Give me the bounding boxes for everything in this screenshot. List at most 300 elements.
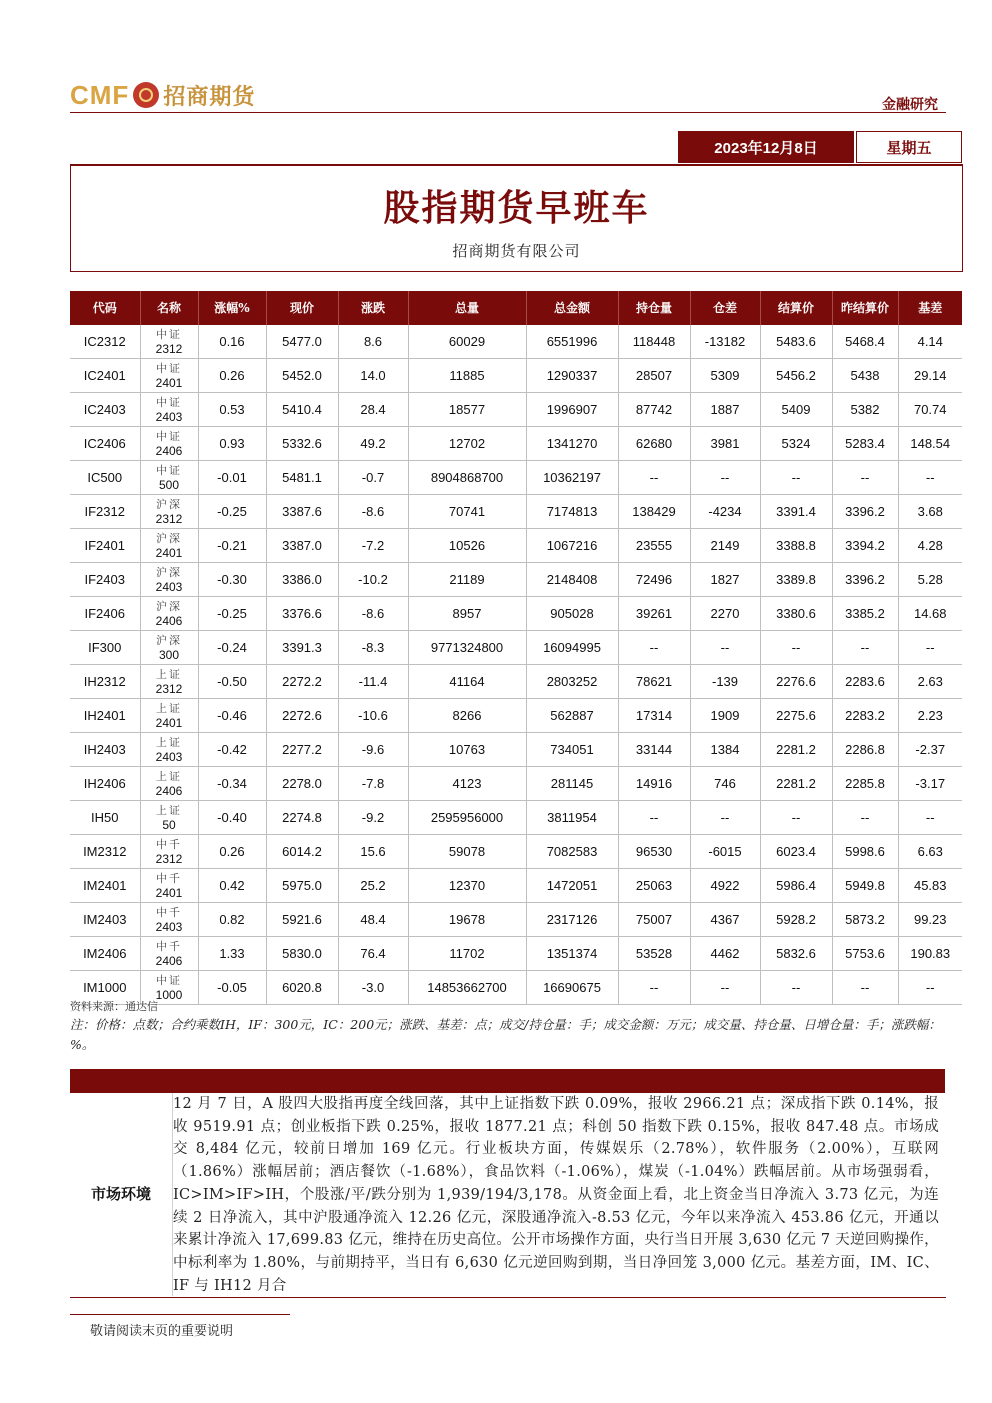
contract-month: 50 — [162, 817, 176, 832]
contract-index-name: 中证 — [156, 973, 182, 987]
contract-index-name: 上证 — [156, 803, 182, 817]
contract-name-cell — [140, 393, 198, 427]
cell-oi: 138429 — [618, 495, 690, 529]
cell-price: 3387.6 — [266, 495, 338, 529]
cell-code: IF2401 — [70, 529, 140, 563]
cell-amt: 6551996 — [526, 325, 618, 359]
table-row — [70, 903, 962, 937]
column-header: 持仓量 — [618, 291, 690, 325]
cell-pct: -0.42 — [198, 733, 266, 767]
cell-oichg: -13182 — [690, 325, 760, 359]
contract-name-cell — [140, 835, 198, 869]
table-row — [70, 937, 962, 971]
cell-basis: 190.83 — [898, 937, 962, 971]
contract-index-name: 中证 — [156, 429, 182, 443]
cell-price: 2272.6 — [266, 699, 338, 733]
cell-vol: 11885 — [408, 359, 526, 393]
contract-month: 2403 — [155, 749, 183, 764]
contract-index-name: 中证 — [156, 327, 182, 341]
cell-code: IH2401 — [70, 699, 140, 733]
cell-pct: 0.26 — [198, 835, 266, 869]
cell-chg: -10.6 — [338, 699, 408, 733]
contract-index-name: 上证 — [156, 701, 182, 715]
cell-basis: 148.54 — [898, 427, 962, 461]
cell-basis: -- — [898, 971, 962, 1005]
cell-chg: -3.0 — [338, 971, 408, 1005]
footer-divider — [70, 1297, 946, 1298]
table-row — [70, 699, 962, 733]
report-weekday: 星期五 — [856, 131, 962, 163]
company-logo — [70, 80, 255, 110]
cell-oi: 23555 — [618, 529, 690, 563]
cell-amt: 1351374 — [526, 937, 618, 971]
cell-oi: 33144 — [618, 733, 690, 767]
cell-chg: -11.4 — [338, 665, 408, 699]
cell-amt: 1996907 — [526, 393, 618, 427]
cell-vol: 2595956000 — [408, 801, 526, 835]
cell-code: IC2312 — [70, 325, 140, 359]
contract-month: 2406 — [155, 443, 183, 458]
table-row — [70, 767, 962, 801]
logo-chinese-text: 招商期货 — [163, 83, 256, 110]
cell-basis: 4.14 — [898, 325, 962, 359]
cell-oi: -- — [618, 801, 690, 835]
cell-price: 6014.2 — [266, 835, 338, 869]
cell-amt: 1290337 — [526, 359, 618, 393]
cell-vol: 18577 — [408, 393, 526, 427]
cell-amt: 1472051 — [526, 869, 618, 903]
cell-oi: 118448 — [618, 325, 690, 359]
table-row — [70, 631, 962, 665]
cell-chg: -7.2 — [338, 529, 408, 563]
cell-prev: 3396.2 — [832, 495, 898, 529]
table-row — [70, 495, 962, 529]
cell-vol: 8266 — [408, 699, 526, 733]
cell-vol: 4123 — [408, 767, 526, 801]
table-row — [70, 325, 962, 359]
contract-index-name: 中证 — [156, 463, 182, 477]
contract-month: 2403 — [155, 919, 183, 934]
cell-oi: 62680 — [618, 427, 690, 461]
cell-prev: 5753.6 — [832, 937, 898, 971]
cell-pct: -0.25 — [198, 597, 266, 631]
table-row — [70, 835, 962, 869]
contract-index-name: 上证 — [156, 667, 182, 681]
contract-index-name: 中千 — [156, 871, 182, 885]
cell-pct: -0.24 — [198, 631, 266, 665]
contract-index-name: 中证 — [156, 395, 182, 409]
header-divider — [70, 112, 946, 113]
cell-amt: 2317126 — [526, 903, 618, 937]
contract-name-cell — [140, 461, 198, 495]
contract-index-name: 沪深 — [156, 633, 182, 647]
cell-code: IH2312 — [70, 665, 140, 699]
cell-oichg: 1384 — [690, 733, 760, 767]
cell-oi: 14916 — [618, 767, 690, 801]
footer-disclaimer: 敬请阅读末页的重要说明 — [90, 1324, 234, 1339]
contract-index-name: 上证 — [156, 769, 182, 783]
contract-name-cell — [140, 529, 198, 563]
company-name: 招商期货有限公司 — [452, 242, 581, 260]
cell-basis: -- — [898, 631, 962, 665]
cell-amt: 905028 — [526, 597, 618, 631]
contract-index-name: 沪深 — [156, 531, 182, 545]
column-header: 涨跌 — [338, 291, 408, 325]
cell-oi: 75007 — [618, 903, 690, 937]
cell-price: 3376.6 — [266, 597, 338, 631]
cell-oi: -- — [618, 971, 690, 1005]
contract-name-cell — [140, 665, 198, 699]
cell-vol: 14853662700 — [408, 971, 526, 1005]
cell-price: 5332.6 — [266, 427, 338, 461]
table-row — [70, 529, 962, 563]
cell-oichg: 4367 — [690, 903, 760, 937]
cell-price: 5410.4 — [266, 393, 338, 427]
cell-code: IC2406 — [70, 427, 140, 461]
cell-settle: 5928.2 — [760, 903, 832, 937]
cell-price: 5975.0 — [266, 869, 338, 903]
cell-vol: 10763 — [408, 733, 526, 767]
cell-amt: 281145 — [526, 767, 618, 801]
cell-settle: 5832.6 — [760, 937, 832, 971]
cell-basis: 3.68 — [898, 495, 962, 529]
contract-name-cell — [140, 699, 198, 733]
cell-amt: 3811954 — [526, 801, 618, 835]
cell-vol: 70741 — [408, 495, 526, 529]
cell-code: IM2403 — [70, 903, 140, 937]
cell-basis: 14.68 — [898, 597, 962, 631]
contract-month: 500 — [158, 477, 180, 492]
cell-prev: 5949.8 — [832, 869, 898, 903]
cell-settle: 3388.8 — [760, 529, 832, 563]
cell-prev: 5283.4 — [832, 427, 898, 461]
cell-chg: -7.8 — [338, 767, 408, 801]
cell-basis: 70.74 — [898, 393, 962, 427]
column-header: 代码 — [70, 291, 140, 325]
contract-month: 2406 — [155, 783, 183, 798]
cell-settle: 2281.2 — [760, 733, 832, 767]
cell-amt: 16690675 — [526, 971, 618, 1005]
cell-basis: -- — [898, 801, 962, 835]
contract-index-name: 上证 — [156, 735, 182, 749]
cell-vol: 19678 — [408, 903, 526, 937]
cell-chg: 14.0 — [338, 359, 408, 393]
cell-price: 2278.0 — [266, 767, 338, 801]
cell-prev: 2285.8 — [832, 767, 898, 801]
contract-name-cell — [140, 869, 198, 903]
cell-chg: -8.6 — [338, 597, 408, 631]
cell-chg: 49.2 — [338, 427, 408, 461]
cell-basis: 99.23 — [898, 903, 962, 937]
cell-settle: 2276.6 — [760, 665, 832, 699]
contract-name-cell — [140, 937, 198, 971]
cell-chg: -0.7 — [338, 461, 408, 495]
contract-month: 2406 — [155, 953, 183, 968]
cell-price: 5477.0 — [266, 325, 338, 359]
cell-price: 5921.6 — [266, 903, 338, 937]
cell-vol: 21189 — [408, 563, 526, 597]
cell-settle: 6023.4 — [760, 835, 832, 869]
cell-oi: -- — [618, 631, 690, 665]
cell-settle: 5483.6 — [760, 325, 832, 359]
contract-name-cell — [140, 733, 198, 767]
table-row — [70, 971, 962, 1005]
contract-index-name: 中证 — [156, 361, 182, 375]
contract-name-cell — [140, 631, 198, 665]
cell-pct: 0.93 — [198, 427, 266, 461]
cell-oi: -- — [618, 461, 690, 495]
column-header: 名称 — [140, 291, 198, 325]
cell-oi: 28507 — [618, 359, 690, 393]
cell-code: IC2403 — [70, 393, 140, 427]
cell-code: IH2406 — [70, 767, 140, 801]
cell-vol: 10526 — [408, 529, 526, 563]
table-row — [70, 597, 962, 631]
cell-code: IF2403 — [70, 563, 140, 597]
cell-settle: 5409 — [760, 393, 832, 427]
footer-short-rule — [70, 1314, 290, 1315]
cell-pct: -0.46 — [198, 699, 266, 733]
cell-chg: 48.4 — [338, 903, 408, 937]
cell-pct: -0.50 — [198, 665, 266, 699]
contract-name-cell — [140, 801, 198, 835]
cell-settle: 3380.6 — [760, 597, 832, 631]
contract-month: 2401 — [155, 545, 183, 560]
column-header: 结算价 — [760, 291, 832, 325]
cell-oichg: -139 — [690, 665, 760, 699]
title-box — [70, 164, 963, 272]
cell-price: 3391.3 — [266, 631, 338, 665]
column-header: 总金额 — [526, 291, 618, 325]
contract-month: 2403 — [155, 579, 183, 594]
cell-code: IM2312 — [70, 835, 140, 869]
cell-pct: -0.21 — [198, 529, 266, 563]
cell-settle: -- — [760, 801, 832, 835]
cell-vol: 8957 — [408, 597, 526, 631]
cell-prev: 3385.2 — [832, 597, 898, 631]
cell-amt: 734051 — [526, 733, 618, 767]
cell-basis: 2.23 — [898, 699, 962, 733]
cell-amt: 2148408 — [526, 563, 618, 597]
cell-prev: 2286.8 — [832, 733, 898, 767]
column-header: 昨结算价 — [832, 291, 898, 325]
cell-basis: 45.83 — [898, 869, 962, 903]
cell-settle: 5324 — [760, 427, 832, 461]
cell-pct: -0.34 — [198, 767, 266, 801]
table-row — [70, 801, 962, 835]
cell-vol: 8904868700 — [408, 461, 526, 495]
cell-vol: 12370 — [408, 869, 526, 903]
table-row — [70, 427, 962, 461]
contract-index-name: 沪深 — [156, 565, 182, 579]
cell-prev: 5438 — [832, 359, 898, 393]
contract-index-name: 中千 — [156, 905, 182, 919]
contract-name-cell — [140, 359, 198, 393]
contract-name-cell — [140, 767, 198, 801]
cell-oichg: 2149 — [690, 529, 760, 563]
cell-oichg: 1887 — [690, 393, 760, 427]
cell-pct: 0.82 — [198, 903, 266, 937]
contract-month: 2312 — [155, 681, 183, 696]
cell-pct: 1.33 — [198, 937, 266, 971]
cell-amt: 7174813 — [526, 495, 618, 529]
cell-code: IF2312 — [70, 495, 140, 529]
cell-code: IH50 — [70, 801, 140, 835]
report-date: 2023年12月8日 — [678, 131, 854, 163]
cell-oichg: 4922 — [690, 869, 760, 903]
cell-prev: -- — [832, 971, 898, 1005]
cell-price: 5481.1 — [266, 461, 338, 495]
cell-oi: 78621 — [618, 665, 690, 699]
cell-chg: 8.6 — [338, 325, 408, 359]
cell-price: 2274.8 — [266, 801, 338, 835]
contract-month: 2312 — [155, 511, 183, 526]
contract-name-cell — [140, 903, 198, 937]
cell-pct: -0.05 — [198, 971, 266, 1005]
cell-vol: 9771324800 — [408, 631, 526, 665]
cell-pct: 0.53 — [198, 393, 266, 427]
cell-code: IH2403 — [70, 733, 140, 767]
contract-index-name: 中千 — [156, 939, 182, 953]
cell-settle: 2281.2 — [760, 767, 832, 801]
cell-price: 3386.0 — [266, 563, 338, 597]
column-header: 基差 — [898, 291, 962, 325]
contract-index-name: 沪深 — [156, 497, 182, 511]
logo-latin-text: CMF — [70, 79, 130, 110]
cell-pct: -0.40 — [198, 801, 266, 835]
column-header: 现价 — [266, 291, 338, 325]
column-header: 涨幅% — [198, 291, 266, 325]
cell-basis: 5.28 — [898, 563, 962, 597]
cell-pct: 0.16 — [198, 325, 266, 359]
contract-name-cell — [140, 597, 198, 631]
data-source: 资料来源：通达信 — [70, 1000, 158, 1013]
cell-amt: 16094995 — [526, 631, 618, 665]
cell-chg: -8.3 — [338, 631, 408, 665]
cell-oichg: -- — [690, 801, 760, 835]
cell-code: IM2406 — [70, 937, 140, 971]
contract-index-name: 沪深 — [156, 599, 182, 613]
contract-index-name: 中千 — [156, 837, 182, 851]
cell-amt: 1067216 — [526, 529, 618, 563]
cell-prev: 2283.6 — [832, 665, 898, 699]
cell-oichg: 746 — [690, 767, 760, 801]
cell-oi: 39261 — [618, 597, 690, 631]
cell-settle: -- — [760, 971, 832, 1005]
cell-amt: 10362197 — [526, 461, 618, 495]
cell-chg: 28.4 — [338, 393, 408, 427]
section-tag: 金融研究 — [882, 97, 938, 113]
cell-prev: 3396.2 — [832, 563, 898, 597]
logo-emblem-icon — [133, 82, 159, 108]
cell-oichg: -- — [690, 971, 760, 1005]
contract-month: 2401 — [155, 715, 183, 730]
cell-settle: 5456.2 — [760, 359, 832, 393]
column-header: 仓差 — [690, 291, 760, 325]
cell-amt: 1341270 — [526, 427, 618, 461]
cell-pct: -0.25 — [198, 495, 266, 529]
cell-prev: 3394.2 — [832, 529, 898, 563]
futures-quote-table — [70, 291, 962, 1005]
cell-pct: 0.42 — [198, 869, 266, 903]
table-row — [70, 563, 962, 597]
cell-price: 5452.0 — [266, 359, 338, 393]
cell-price: 5830.0 — [266, 937, 338, 971]
cell-settle: 3389.8 — [760, 563, 832, 597]
cell-amt: 2803252 — [526, 665, 618, 699]
contract-name-cell — [140, 563, 198, 597]
cell-oichg: -- — [690, 631, 760, 665]
cell-settle: -- — [760, 631, 832, 665]
cell-oichg: 5309 — [690, 359, 760, 393]
cell-chg: 76.4 — [338, 937, 408, 971]
market-section-label: 市场环境 — [90, 1184, 151, 1203]
cell-amt: 562887 — [526, 699, 618, 733]
cell-settle: 3391.4 — [760, 495, 832, 529]
table-row — [70, 393, 962, 427]
cell-pct: 0.26 — [198, 359, 266, 393]
cell-oichg: 1909 — [690, 699, 760, 733]
cell-basis: -3.17 — [898, 767, 962, 801]
contract-month: 2401 — [155, 885, 183, 900]
cell-settle: -- — [760, 461, 832, 495]
cell-prev: 5998.6 — [832, 835, 898, 869]
cell-code: IF2406 — [70, 597, 140, 631]
cell-basis: 4.28 — [898, 529, 962, 563]
cell-pct: -0.30 — [198, 563, 266, 597]
contract-name-cell — [140, 495, 198, 529]
cell-prev: -- — [832, 631, 898, 665]
contract-month: 2401 — [155, 375, 183, 390]
cell-basis: -- — [898, 461, 962, 495]
cell-oichg: 1827 — [690, 563, 760, 597]
contract-month: 2312 — [155, 851, 183, 866]
contract-month: 2312 — [155, 341, 183, 356]
cell-pct: -0.01 — [198, 461, 266, 495]
cell-code: IC500 — [70, 461, 140, 495]
cell-basis: 29.14 — [898, 359, 962, 393]
cell-oichg: 2270 — [690, 597, 760, 631]
cell-chg: -10.2 — [338, 563, 408, 597]
cell-oichg: -4234 — [690, 495, 760, 529]
cell-code: IM1000 — [70, 971, 140, 1005]
cell-chg: -9.2 — [338, 801, 408, 835]
contract-month: 300 — [158, 647, 180, 662]
table-row — [70, 359, 962, 393]
cell-prev: 5873.2 — [832, 903, 898, 937]
contract-month: 1000 — [155, 987, 183, 1002]
cell-price: 2272.2 — [266, 665, 338, 699]
table-note: 注：价格：点数；合约乘数IH，IF：300元，IC：200元；涨跌、基差：点；成交/持仓量：手；成交金额：万元；成交量、持仓量、日增仓量：手；涨跌幅：%。 — [70, 1017, 941, 1052]
cell-price: 3387.0 — [266, 529, 338, 563]
cell-oichg: -6015 — [690, 835, 760, 869]
cell-vol: 60029 — [408, 325, 526, 359]
cell-settle: 2275.6 — [760, 699, 832, 733]
cell-basis: 2.63 — [898, 665, 962, 699]
cell-oi: 96530 — [618, 835, 690, 869]
cell-code: IM2401 — [70, 869, 140, 903]
cell-prev: 5468.4 — [832, 325, 898, 359]
cell-vol: 59078 — [408, 835, 526, 869]
table-row — [70, 665, 962, 699]
contract-month: 2403 — [155, 409, 183, 424]
cell-code: IC2401 — [70, 359, 140, 393]
cell-oichg: 4462 — [690, 937, 760, 971]
table-row — [70, 869, 962, 903]
cell-price: 6020.8 — [266, 971, 338, 1005]
cell-prev: -- — [832, 461, 898, 495]
cell-vol: 12702 — [408, 427, 526, 461]
